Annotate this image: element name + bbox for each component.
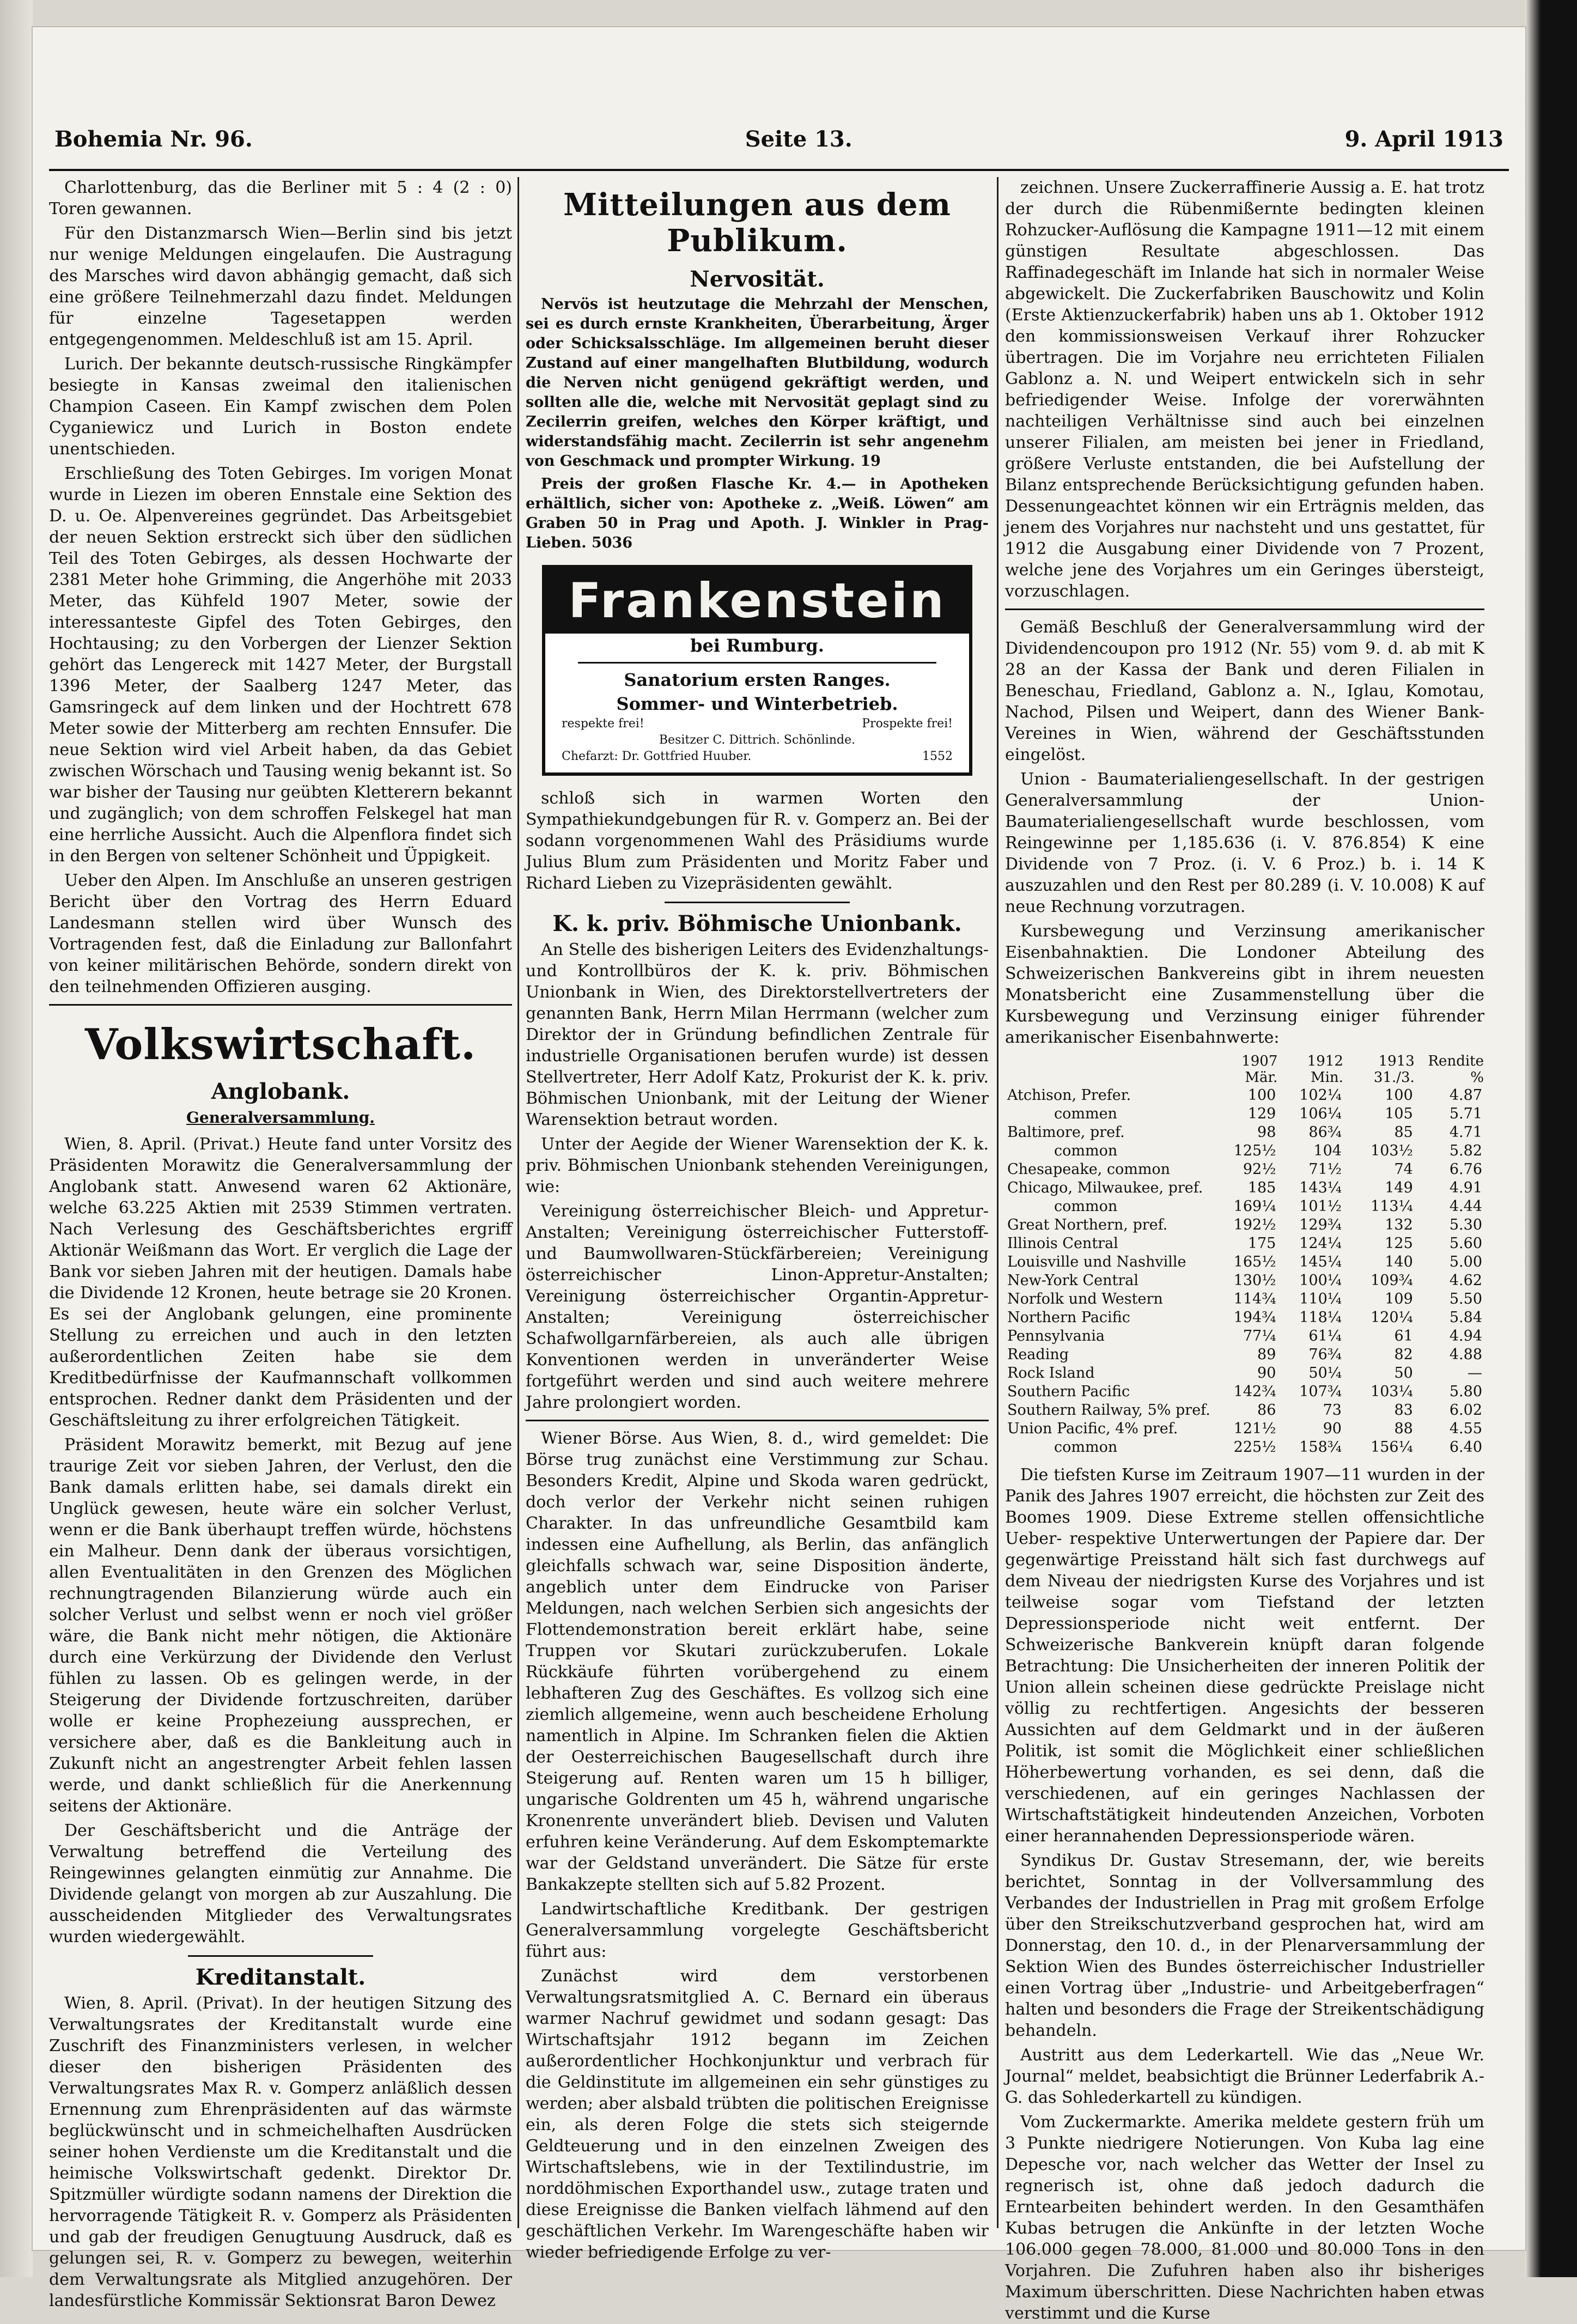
stock-value-cell: 149 — [1385, 1179, 1413, 1196]
column-divider — [517, 177, 519, 2228]
stock-value-cell: 175 — [1247, 1235, 1276, 1252]
article-title-anglobank: Anglobank. — [211, 1079, 350, 1104]
article-paragraph: Charlottenburg, das die Berliner mit 5 : 4 (2 : 0) Toren gewannen. — [49, 178, 512, 218]
stock-value-cell: 71½ — [1308, 1161, 1342, 1178]
advert-text: Nervös ist heutzutage die Mehrzahl der Menschen, sei es durch ernste Krankheiten, Überarbeitung, Ärger oder Schicksalsschläge. Im allgemeinen beruht dieser Zustand auf einer mangelhaften Blutbildung, wodurch die Nerven nicht genügend gekräftigt werden, und sollten alle die, welche mit Nervosität geplagt sind zu Zecilerrin greifen, welches den Körper kräftigt, und widerstandsfähig macht. Zecilerrin ist sehr angenehm von Geschmack und prompter Wirkung. 19 — [526, 296, 989, 470]
article-paragraph: Vereinigung österreichischer Bleich- und Appretur-Anstalten; Vereinigung österreichischer Futterstoff- und Baumwollwaren-Stückfärbereien; Vereinigung österreichischer Linon-Appretur-Anstalten; Vereinigung österreichischer Organtin-Appretur-Anstalten; Vereinigung österreichischer Schafwollgarnfärbereien, als auch alle übrigen Konventionen werden in unveränderter Weise fortgeführt werden und sind auch weitere mehrere Jahre prolongiert worden. — [526, 1202, 989, 1412]
article-paragraph: Für den Distanzmarsch Wien—Berlin sind bis jetzt nur wenige Meldungen eingelaufen. Die Austragung des Marsches wird davon abhängig gemacht, daß sich eine größere Teilnehmerzahl dazu findet. Meldungen für einzelne Tagesetappen werden entgegengenommen. Meldeschluß ist am 15. April. — [49, 224, 512, 349]
stock-value-cell: 103¼ — [1371, 1383, 1413, 1400]
stock-value-cell: 113¼ — [1371, 1198, 1413, 1215]
stock-value-cell: 100 — [1385, 1087, 1413, 1104]
stock-name-cell: Chicago, Milwaukee, pref. — [1007, 1179, 1203, 1196]
stock-value-cell: 4.71 — [1449, 1124, 1482, 1141]
article-paragraph: schloß sich in warmen Worten den Sympathiekundgebungen für R. v. Gomperz an. Bei der sodann vorgenommenen Wahl des Präsidiums wurde Julius Blum zum Präsidenten und Moritz Faber und Richard Lieben zu Vizepräsidenten gewählt. — [526, 789, 989, 893]
stock-name-cell: Chesapeake, common — [1007, 1161, 1171, 1178]
article-rule — [188, 1955, 373, 1957]
railway-stock-table — [1005, 1053, 1484, 1457]
advert-doctor: Chefarzt: Dr. Gottfried Huuber. — [562, 750, 752, 763]
stock-value-cell: 5.50 — [1449, 1291, 1482, 1307]
advert-title: Frankenstein — [545, 568, 969, 634]
advert-rule — [578, 662, 936, 664]
header-date: 9. April 1913 — [1344, 126, 1503, 152]
stock-value-cell: 192½ — [1233, 1216, 1276, 1233]
advert-note-left: respekte frei! — [562, 717, 644, 731]
article-paragraph: Kursbewegung und Verzinsung amerikanischer Eisenbahnaktien. Die Londoner Abteilung des Schweizerischen Bankvereins gibt in ihrem neuesten Monatsbericht eine Zusammenstellung über die Kursbewegung und Verzinsung einiger führender amerikanischer Eisenbahnwerte: — [1005, 922, 1484, 1047]
column-divider — [997, 177, 998, 2228]
table-header: 1913 31./3. — [1373, 1053, 1415, 1086]
article-paragraph: Union - Baumaterialiengesellschaft. In der gestrigen Generalversammlung der Union-Baumaterialiengesellschaft wurde beschlossen, vom Reingewinne per 1,185.636 (i. V. 876.854) K eine Dividende von 7 Proz. (i. V. 6 Proz.) b. i. 14 K auszuzahlen und den Rest per 80.289 (i. V. 10.008) K auf neue Rechnung vorzutragen. — [1005, 770, 1484, 916]
stock-value-cell: 140 — [1385, 1254, 1413, 1270]
stock-value-cell: 110¼ — [1299, 1291, 1342, 1307]
stock-value-cell: 104 — [1313, 1142, 1342, 1159]
article-paragraph: An Stelle des bisherigen Leiters des Evidenzhaltungs- und Kontrollbüros der K. k. priv. Böhmischen Unionbank in Wien, des Direktorstellvertreters der genannten Bank, Herrn Milan Herrmann (welcher zum Direktor der in Gründung befindlichen Zentrale für industrielle Organisationen berufen wurde) ist dessen Stellvertreter, Herr Adolf Katz, Prokurist der K. k. priv. Böhmischen Unionbank, mit der Leitung der Wiener Warensektion betraut worden. — [526, 940, 989, 1129]
stock-value-cell: 5.60 — [1449, 1235, 1482, 1252]
stock-value-cell: 158¾ — [1299, 1439, 1342, 1456]
stock-value-cell: 4.62 — [1449, 1272, 1482, 1289]
table-row — [1005, 1401, 1484, 1420]
stock-value-cell: 5.00 — [1449, 1254, 1482, 1270]
stock-value-cell: 90 — [1323, 1420, 1342, 1437]
table-body — [1005, 1086, 1484, 1457]
article-paragraph: Der Geschäftsbericht und die Anträge der Verwaltung betreffend die Verteilung des Reingewinnes gelangten einmütig zur Annahme. Die Dividende gelangt von morgen ab zur Auszahlung. Die ausscheidenden Mitglieder des Verwaltungsrates wurden wiedergewählt. — [49, 1821, 512, 1946]
article-paragraph: Präsident Morawitz bemerkt, mit Bezug auf jene traurige Zeit vor sieben Jahren, der Verlust, den die Bank damals erlitten habe, sei damals direkt ein Unglück gewesen, heute wäre ein solcher Verlust, wenn er die Bank überhaupt treffen würde, höchstens ein Malheur. Denn dank der überaus vorsichtigen, allen Eventualitäten in den Grenzen des Möglichen rechnungtragenden Bilanzierung würde auch ein solcher Verlust und selbst wenn er noch viel größer wäre, die Bank nicht mehr nötigen, die Aktionäre durch eine Verkürzung der Dividende den Verlust fühlen zu lassen. Ob es gelingen werde, in der Steigerung der Dividende fortzuschreiten, darüber wolle er keine Prophezeiung aussprechen, er versichere aber, daß es die Bankleitung auch in Zukunft nicht an angestrengter Arbeit fehlen lassen werde, und dankt schließlich für die Anerkennung seitens der Aktionäre. — [49, 1435, 512, 1816]
table-row — [1005, 1346, 1484, 1364]
table-row — [1005, 1438, 1484, 1457]
article-paragraph: Wiener Börse. Aus Wien, 8. d., wird gemeldet: Die Börse trug zunächst eine Verstimmung zur Schau. Besonders Kredit, Alpine und Skoda waren gedrückt, doch verlor der Verkehr nicht seinen ruhigen Charakter. In das unfreundliche Gesamtbild kam indessen eine Aufhellung, als Berlin, das anfänglich gleichfalls schwach war, seine Disposition änderte, angeblich unter dem Eindrucke von Pariser Meldungen, nach welchen Serbien sich angesichts der Flottendemonstration bereit erklärt habe, seine Truppen vor Skutari zurückzuberufen. Lokale Rückkäufe führten vorübergehend zu einem lebhafteren Zug des Geschäftes. Es vollzog sich eine ziemlich allgemeine, wenn auch bescheidene Erholung namentlich in Alpine. Im Schranken fielen die Aktien der Oesterreichischen Baugesellschaft durch ihre Steigerung auf. Renten waren um 15 h billiger, ungarische Goldrenten um 45 h, während ungarische Kronenrente unverändert blieb. Devisen und Valuten erfuhren keine Veränderung. Auf dem Eskomptemarkte war der Geldstand unverändert. Die Sätze für erste Bankakzepte stellten sich auf 5.82 Prozent. — [526, 1429, 989, 1894]
stock-value-cell: 5.84 — [1449, 1309, 1482, 1326]
stock-name-cell: common — [1054, 1439, 1118, 1456]
table-header — [1005, 1053, 1213, 1086]
stock-value-cell: 4.87 — [1449, 1087, 1482, 1104]
stock-value-cell: 6.02 — [1449, 1402, 1482, 1419]
table-row — [1005, 1327, 1484, 1346]
stock-value-cell: 86 — [1257, 1402, 1276, 1419]
header-page-number: Seite 13. — [745, 126, 853, 152]
stock-value-cell: 194¾ — [1233, 1309, 1276, 1326]
advert-line: bei Rumburg. — [690, 635, 824, 656]
stock-value-cell: 102¼ — [1299, 1087, 1342, 1104]
stock-name-cell: Northern Pacific — [1007, 1309, 1130, 1326]
stock-value-cell: 100 — [1247, 1087, 1276, 1104]
stock-value-cell: 61¼ — [1308, 1328, 1342, 1344]
column-3 — [1005, 177, 1484, 2323]
table-row — [1005, 1216, 1484, 1234]
article-title-unionbank: K. k. priv. Böhmische Unionbank. — [552, 911, 962, 936]
article-paragraph: Syndikus Dr. Gustav Stresemann, der, wie bereits berichtet, Sonntag in der Vollversammlung des Verbandes der Industriellen in Prag mit großem Erfolge über den Streikschutzverband gesprochen hat, wird am Donnerstag, den 10. d., in der Plenarversammlung der Sektion Wien des Bundes österreichischer Industrieller einen Vortrag über „Industrie- und Arbeitgeberfragen“ halten und besonders die Frage der Streikentschädigung behandeln. — [1005, 1851, 1484, 2040]
stock-name-cell: Southern Railway, 5% pref. — [1007, 1402, 1210, 1419]
stock-value-cell: 101½ — [1299, 1198, 1342, 1215]
page-header — [54, 120, 1503, 158]
stock-value-cell: 132 — [1385, 1216, 1413, 1233]
stock-value-cell: 130½ — [1233, 1272, 1276, 1289]
stock-name-cell: common — [1054, 1142, 1118, 1159]
table-row — [1005, 1179, 1484, 1197]
stock-value-cell: 105 — [1385, 1105, 1413, 1122]
stock-value-cell: 5.80 — [1449, 1383, 1482, 1400]
column-1 — [49, 177, 512, 2310]
advert-frankenstein — [542, 565, 972, 776]
table-header: 1907 Mär. — [1241, 1053, 1278, 1086]
stock-value-cell: 50¼ — [1308, 1365, 1342, 1382]
stock-name-cell: Reading — [1007, 1346, 1069, 1363]
column-2 — [526, 177, 989, 2262]
stock-value-cell: 165½ — [1233, 1254, 1276, 1270]
stock-value-cell: 125½ — [1233, 1142, 1276, 1159]
stock-value-cell: 88 — [1394, 1420, 1413, 1437]
stock-value-cell: 4.55 — [1449, 1420, 1482, 1437]
table-row — [1005, 1383, 1484, 1401]
article-paragraph: Die tiefsten Kurse im Zeitraum 1907—11 wurden in der Panik des Jahres 1907 erreicht, die höchsten zur Zeit des Boomes 1909. Diese Extreme stellen offensichtliche Ueber- respektive Unterwertungen der Papiere dar. Der gegenwärtige Preisstand hält sich fast durchwegs auf dem Niveau der niedrigsten Kurse des Vorjahres und ist teilweise sogar vom Tiefstand der letzten Depressionsperiode nicht weit entfernt. Der Schweizerische Bankverein knüpft daran folgende Betrachtung: Die Unsicherheiten der inneren Politik der Union allein scheinen diese gedrückte Preislage nicht völlig zu rechtfertigen. Angesichts der besseren Aussichten auf dem Geldmarkt und in der äußeren Politik, ist somit die Möglichkeit einer schließlichen Höherbewertung vorhanden, es sei denn, daß die verschiedenen, auf ein geringes Nachlassen der Wirtschaftstätigkeit hindeutenden Anzeichen, Vorboten einer herannahenden Depressionsperiode wären. — [1005, 1465, 1484, 1846]
stock-value-cell: 6.40 — [1449, 1439, 1482, 1456]
stock-value-cell: 4.88 — [1449, 1346, 1482, 1363]
advert-note-right: Prospekte frei! — [862, 717, 953, 731]
stock-value-cell: 5.82 — [1449, 1142, 1482, 1159]
article-paragraph: Wien, 8. April. (Privat.) Heute fand unter Vorsitz des Präsidenten Morawitz die Generalversammlung der Anglobank statt. Anwesend waren 62 Aktionäre, welche 63.225 Aktien mit 2539 Stimmen vertraten. Nach Verlesung des Geschäftsberichtes ergriff Aktionär Weißmann das Wort. Er verglich die Lage der Bank vor sieben Jahren mit der heutigen. Damals habe die Dividende 12 Kronen, heute betrage sie 20 Kronen. Es sei der Anglobank gelungen, eine prominente Stellung zu erreichen und auch in den letzten außerordentlichen Zeiten habe sie dem Kreditbedürfnisse der Kaufmannschaft vollkommen entsprochen. Redner dankt dem Präsidenten und der Geschäftsleitung zu ihrer erfolgreichen Tätigkeit. — [49, 1135, 512, 1430]
stock-value-cell: 106¼ — [1299, 1105, 1342, 1122]
stock-value-cell: 225½ — [1233, 1439, 1276, 1456]
article-paragraph: Gemäß Beschluß der Generalversammlung wird der Dividendencoupon pro 1912 (Nr. 55) vom 9. d. ab mit K 28 an der Kassa der Bank und deren Filialen in Beneschau, Friedland, Gablonz a. N., Iglau, Komotau, Nachod, Pilsen und Weipert, dann des Wiener Bank-Vereines in Wien, während der Geschäftsstunden eingelöst. — [1005, 618, 1484, 764]
stock-value-cell: 145¼ — [1299, 1254, 1342, 1270]
table-row — [1005, 1271, 1484, 1290]
stock-value-cell: 85 — [1394, 1124, 1413, 1141]
article-title-kreditanstalt: Kreditanstalt. — [195, 1964, 366, 1990]
section-rule — [49, 1004, 512, 1006]
stock-value-cell: 169¼ — [1233, 1198, 1276, 1215]
stock-value-cell: 114¾ — [1233, 1291, 1276, 1307]
stock-value-cell: 83 — [1394, 1402, 1413, 1419]
stock-value-cell: 4.94 — [1449, 1328, 1482, 1344]
stock-value-cell: 6.76 — [1449, 1161, 1482, 1178]
article-paragraph: Lurich. Der bekannte deutsch-russische Ringkämpfer besiegte in Kansas zweimal den italienischen Champion Caseen. Ein Kampf zwischen dem Polen Cyganiewicz und Lurich in Boston endete unentschieden. — [49, 355, 512, 459]
stock-name-cell: common — [1054, 1198, 1118, 1215]
article-paragraph: Unter der Aegide der Wiener Warensektion der K. k. priv. Böhmischen Unionbank stehenden Vereinigungen, wie: — [526, 1135, 989, 1196]
stock-value-cell: 82 — [1394, 1346, 1413, 1363]
table-header: 1912 Min. — [1307, 1053, 1343, 1086]
stock-name-cell: Baltimore, pref. — [1007, 1124, 1125, 1141]
advert-owner: Besitzer C. Dittrich. Schönlinde. — [659, 733, 856, 747]
article-paragraph: zeichnen. Unsere Zuckerraffinerie Aussig a. E. hat trotz der durch die Rübenmißernte bedingten kleinen Rohzucker-Auflösung die Kampagne 1911—12 mit einem günstigen Resultate abgeschlossen. Das Raffinadegeschäft im Inlande hat sich in normaler Weise abgewickelt. Die Zuckerfabriken Bauschowitz und Kolin (Erste Aktienzuckerfabrik) haben uns ab 1. Oktober 1912 den kommissionsweisen Verkauf ihrer Rohzucker übertragen. Die im Vorjahre neu errichteten Filialen Gablonz a. N. und Weipert entwickeln sich in sehr befriedigender Weise. Infolge der vorerwähnten nachteiligen Verhältnisse sind auch bei einzelnen unserer Filialen, am meisten bei jener in Friedland, größere Verluste entstanden, die bei Aufstellung der Bilanz entsprechende Berücksichtigung gefunden haben. Dessenungeachtet können wir ein Erträgnis melden, das jenem des Vorjahres nur nachsteht und uns gestattet, für 1912 die Ausgabung einer Dividende von 7 Prozent, welche jene des Vorjahres um ein Geringes übersteigt, vorzuschlagen. — [1005, 178, 1484, 601]
section-rule — [1005, 609, 1484, 610]
stock-value-cell: 109 — [1385, 1291, 1413, 1307]
stock-name-cell: Pennsylvania — [1007, 1328, 1105, 1344]
stock-value-cell: 121½ — [1233, 1420, 1276, 1437]
section-rule — [526, 1420, 989, 1421]
stock-name-cell: Great Northern, pref. — [1007, 1216, 1168, 1233]
newspaper-page — [33, 27, 1525, 2323]
scan-margin-left — [0, 0, 33, 2277]
article-rule — [665, 902, 850, 903]
table-row — [1005, 1086, 1484, 1105]
stock-value-cell: 125 — [1385, 1235, 1413, 1252]
stock-value-cell: 92½ — [1243, 1161, 1276, 1178]
table-row — [1005, 1197, 1484, 1216]
stock-value-cell: 73 — [1323, 1402, 1342, 1419]
header-rule — [49, 169, 1509, 171]
section-title-mitteilungen: Mitteilungen aus dem Publikum. — [563, 187, 951, 259]
stock-value-cell: 103½ — [1371, 1142, 1413, 1159]
stock-name-cell: New-York Central — [1007, 1272, 1138, 1289]
stock-value-cell: 185 — [1247, 1179, 1276, 1196]
stock-name-cell: Southern Pacific — [1007, 1383, 1130, 1400]
table-row — [1005, 1123, 1484, 1142]
table-header: Rendite % — [1428, 1053, 1484, 1086]
stock-value-cell: 90 — [1257, 1365, 1276, 1382]
stock-name-cell: Atchison, Prefer. — [1007, 1087, 1131, 1104]
advert-number: 1552 — [922, 750, 953, 763]
table-row — [1005, 1309, 1484, 1327]
stock-value-cell: 98 — [1257, 1124, 1276, 1141]
stock-value-cell: 124¼ — [1299, 1235, 1342, 1252]
stock-value-cell: 4.44 — [1449, 1198, 1482, 1215]
stock-value-cell: 156¼ — [1371, 1439, 1413, 1456]
table-row — [1005, 1234, 1484, 1253]
stock-value-cell: 50 — [1394, 1365, 1413, 1382]
article-subtitle: Generalversammlung. — [186, 1109, 375, 1127]
advert-prospekte-row — [545, 716, 969, 732]
stock-value-cell: 100¼ — [1299, 1272, 1342, 1289]
table-row — [1005, 1142, 1484, 1160]
stock-value-cell: 74 — [1394, 1161, 1413, 1178]
table-row — [1005, 1290, 1484, 1309]
advert-footer — [545, 749, 969, 765]
advert-price: Preis der großen Flasche Kr. 4.— in Apotheken erhältlich, sicher von: Apotheke z. „Weiß. Löwen“ am Graben 50 in Prag und Apoth. J. Winkler in Prag-Lieben. 5036 — [526, 476, 989, 551]
table-header-row — [1005, 1053, 1484, 1086]
article-paragraph: Erschließung des Toten Gebirges. Im vorigen Monat wurde in Liezen im oberen Ennstale eine Sektion des D. u. Oe. Alpenvereines gegründet. Das Arbeitsgebiet der neuen Sektion erstreckt sich über den südlichen Teil des Toten Gebirges, als dessen Hochwarte der 2381 Meter hohe Grimming, die Angerhöhe mit 2033 Meter, das Kühfeld 1907 Meter, sowie der interessanteste Gipfel des Toten Gebirges, den Hochtausing; zu den Vorbergen der Lienzer Sektion gehört das Lengereck mit 1427 Meter, der Burgstall 1396 Meter, der Saalberg 1247 Meter, das Gamsringeck auf dem linken und der Hochtrett 678 Meter sowie der Mitterberg am rechten Ennsufer. Die neue Sektion wird viel Arbeit haben, da das Gebiet zwischen Wörschach und Tausing wenig bekannt ist. So war bisher der Tausing nur geübten Kletterern bekannt und zugänglich; von dem schroffen Felskegel hat man eine herrliche Aussicht. Auch die Alpenflora findet sich in den Bergen von seltener Schönheit und Üppigkeit. — [49, 464, 512, 866]
article-paragraph: Ueber den Alpen. Im Anschluße an unseren gestrigen Bericht über den Vortrag des Herrn Eduard Landesmann stellen wird über Wunsch des Vortragenden fest, daß die Einladung zur Ballonfahrt von keiner militärischen Behörde, sondern direkt von den teilnehmenden Offizieren ausging. — [49, 871, 512, 996]
stock-name-cell: Louisville und Nashville — [1007, 1254, 1186, 1270]
stock-value-cell: 142¾ — [1233, 1383, 1276, 1400]
stock-value-cell: 5.30 — [1449, 1216, 1482, 1233]
stock-value-cell: 109¾ — [1371, 1272, 1413, 1289]
article-paragraph: Wien, 8. April. (Privat). In der heutigen Sitzung des Verwaltungsrates der Kreditanstalt wurde eine Zuschrift des Finanzministers verlesen, in welcher dieser den bisherigen Präsidenten des Verwaltungsrates Max R. v. Gomperz anläßlich dessen Ernennung zum Ehrenpräsidenten auf das wärmste beglückwünscht und in schmeichelhaften Ausdrücken seiner hohen Verdienste um die Kreditanstalt und die heimische Volkswirtschaft gedenkt. Direktor Dr. Spitzmüller würdigte sodann namens der Direktion die hervorragende Tätigkeit R. v. Gomperz als Präsidenten und gab der freudigen Genugtuung Ausdruck, daß es gelungen sei, R. v. Gomperz zu bewegen, weiterhin dem Verwaltungsrate als Mitglied anzugehören. Der landesfürstliche Kommissär Sektionsrat Baron Dewez — [49, 1994, 512, 2310]
stock-value-cell: 118¼ — [1299, 1309, 1342, 1326]
stock-value-cell: 129 — [1247, 1105, 1276, 1122]
stock-name-cell: commen — [1054, 1105, 1117, 1122]
article-paragraph: Landwirtschaftliche Kreditbank. Der gestrigen Generalversammlung vorgelegte Geschäftsbericht führt aus: — [526, 1900, 989, 1961]
stock-value-cell: 77¼ — [1243, 1328, 1276, 1344]
article-paragraph: Zunächst wird dem verstorbenen Verwaltungsratsmitglied A. C. Bernard ein überaus warmer Nachruf gewidmet und sodann gesagt: Das Wirtschaftsjahr 1912 begann im Zeichen außerordentlicher Hochkonjunktur und verbrach für die Geldinstitute im allgemeinen ein sehr günstiges zu werden; aber alsbald trübten die politischen Ereignisse ein, als deren Folge die stets sich steigernde Geldteuerung und in den einzelnen Zweigen des Wirtschaftslebens, wie in der Textilindustrie, im norddöhmischen Exporthandel usw., zutage traten und diese Ereignisse die Banken vielfach lähmend auf den geschäftlichen Verkehr. Im Warengeschäfte haben wir wieder befriedigende Erfolge zu ver- — [526, 1967, 989, 2262]
stock-value-cell: 5.71 — [1449, 1105, 1482, 1122]
stock-value-cell: 120¼ — [1371, 1309, 1413, 1326]
stock-value-cell: 107¾ — [1299, 1383, 1342, 1400]
advert-line: Sommer- und Winterbetrieb. — [616, 693, 898, 714]
table-row — [1005, 1253, 1484, 1271]
stock-value-cell: — — [1468, 1365, 1482, 1382]
scan-margin-right — [1525, 0, 1577, 2277]
stock-value-cell: 4.91 — [1449, 1179, 1482, 1196]
stock-name-cell: Union Pacific, 4% pref. — [1007, 1420, 1178, 1437]
stock-value-cell: 89 — [1257, 1346, 1276, 1363]
header-paper-number: Bohemia Nr. 96. — [54, 126, 253, 152]
table-row — [1005, 1420, 1484, 1438]
stock-name-cell: Norfolk und Western — [1007, 1291, 1163, 1307]
stock-value-cell: 143¼ — [1299, 1179, 1342, 1196]
stock-name-cell: Rock Island — [1007, 1365, 1095, 1382]
section-title-volkswirtschaft: Volkswirtschaft. — [84, 1020, 477, 1069]
article-title-nervositaet: Nervosität. — [690, 266, 825, 292]
article-paragraph: Austritt aus dem Lederkartell. Wie das „Neue Wr. Journal“ meldet, beabsichtigt die Brünner Lederfabrik A.-G. das Sohlederkartell zu kündigen. — [1005, 2046, 1484, 2107]
stock-name-cell: Illinois Central — [1007, 1235, 1118, 1252]
stock-value-cell: 129¾ — [1299, 1216, 1342, 1233]
advert-line: Sanatorium ersten Ranges. — [624, 670, 891, 690]
table-row — [1005, 1364, 1484, 1383]
stock-value-cell: 61 — [1394, 1328, 1413, 1344]
table-row — [1005, 1105, 1484, 1123]
table-row — [1005, 1160, 1484, 1179]
stock-value-cell: 86¾ — [1308, 1124, 1342, 1141]
stock-value-cell: 76¾ — [1308, 1346, 1342, 1363]
article-paragraph: Vom Zuckermarkte. Amerika meldete gestern früh um 3 Punkte niedrigere Notierungen. Von Kuba lag eine Depesche vor, nach welcher das Wetter der Insel zu regnerisch ist, ohne daß jedoch dadurch die Erntearbeiten behindert werden. In den Gesamthäfen Kubas betrugen die Ankünfte in der letzten Woche 106.000 gegen 78.000, 81.000 und 80.000 Tons in den Vorjahren. Die Zufuhren haben also ihr bisheriges Maximum überschritten. Diese Nachrichten haben etwas verstimmt und die Kurse — [1005, 2113, 1484, 2323]
